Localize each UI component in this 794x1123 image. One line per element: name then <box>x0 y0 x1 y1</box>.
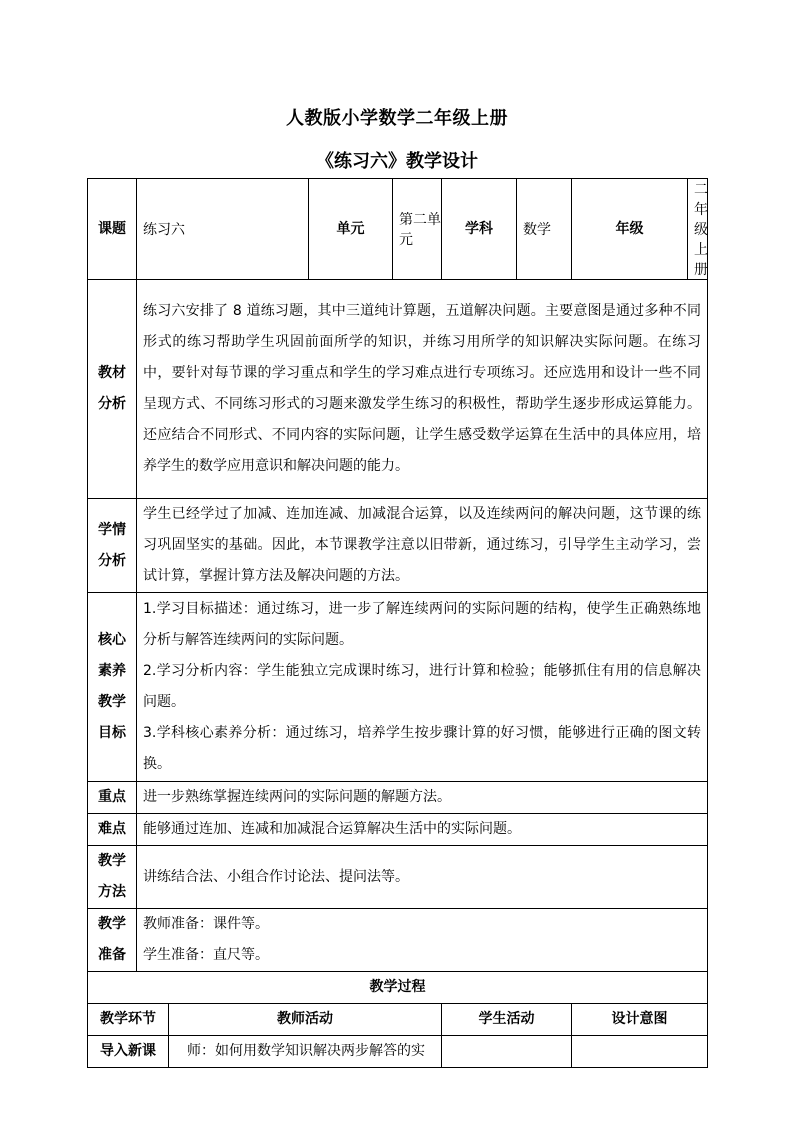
hexin-label-line1: 核心 <box>98 632 126 648</box>
process-row1-purpose <box>572 1036 708 1068</box>
header-row <box>88 179 708 280</box>
fangfa-row <box>88 846 708 909</box>
nandian-row <box>88 814 708 846</box>
hexin-row <box>88 593 708 782</box>
zhunbei-label <box>88 909 137 972</box>
danyuan-label: 单元 <box>309 179 393 280</box>
fangfa-label <box>88 846 137 909</box>
process-col-purpose: 设计意图 <box>572 1004 708 1036</box>
xueqing-label-line2: 分析 <box>98 552 126 569</box>
nianji-value: 二年级上册 <box>688 179 708 280</box>
hexin-label-line4: 目标 <box>98 725 126 741</box>
hexin-label-line3: 教学 <box>98 694 126 710</box>
process-row-1 <box>88 1036 708 1068</box>
hexin-label-line2: 素养 <box>98 663 126 679</box>
hexin-text <box>137 593 708 782</box>
xueqing-text: 学生已经学过了加减、连加连减、加减混合运算，以及连续两问的解决问题，这节课的练习巩固坚实的基础。因此，本节课教学注意以旧带新，通过练习，引导学生主动学习，尝试计算，掌握计算方法及解决问题的方法。 <box>137 499 708 593</box>
zhunbei-text <box>137 909 708 972</box>
jiaocai-text: 练习六安排了 8 道练习题，其中三道纯计算题，五道解决问题。主要意图是通过多种不同形式的练习帮助学生巩固前面所学的知识，并练习用所学的知识解决实际问题。在练习中，要针对每节课的学习重点和学生的学习难点进行专项练习。还应选用和设计一些不同呈现方式、不同练习形式的习题来激发学生练习的积极性，帮助学生逐步形成运算能力。还应结合不同形式、不同内容的实际问题，让学生感受数学运算在生活中的具体应用，培养学生的数学应用意识和解决问题的能力。 <box>137 280 708 499</box>
document-title: 人教版小学数学二年级上册 <box>286 108 508 129</box>
xueqing-label-line1: 学情 <box>98 521 126 538</box>
hexin-item-3: 3.学科核心素养分析：通过练习，培养学生按步骤计算的好习惯，能够进行正确的图文转换。 <box>143 725 702 772</box>
document-subtitle: 《练习六》教学设计 <box>316 151 478 172</box>
zhongdian-label: 重点 <box>88 782 137 814</box>
process-title: 教学过程 <box>88 972 708 1004</box>
process-col-stage: 教学环节 <box>88 1004 169 1036</box>
nandian-text: 能够通过连加、连减和加减混合运算解决生活中的实际问题。 <box>137 814 708 846</box>
process-row1-stage: 导入新课 <box>88 1036 169 1068</box>
keti-value: 练习六 <box>137 179 309 280</box>
process-header-row <box>88 1004 708 1036</box>
jiaocai-label <box>88 280 137 499</box>
xueke-label: 学科 <box>442 179 517 280</box>
nianji-label: 年级 <box>572 179 688 280</box>
jiaocai-row <box>88 280 708 499</box>
process-row1-teacher: 师：如何用数学知识解决两步解答的实 <box>169 1036 442 1068</box>
process-col-teacher: 教师活动 <box>169 1004 442 1036</box>
zhunbei-label-line1: 教学 <box>98 916 126 932</box>
zhunbei-student: 学生准备：直尺等。 <box>143 947 269 963</box>
xueqing-label <box>88 499 137 593</box>
nandian-label: 难点 <box>88 814 137 846</box>
jiaocai-label-line1: 教材 <box>98 365 126 381</box>
zhunbei-teacher: 教师准备：课件等。 <box>143 916 269 932</box>
xueqing-row <box>88 499 708 593</box>
fangfa-label-line1: 教学 <box>98 853 126 869</box>
process-row1-student <box>442 1036 572 1068</box>
process-title-row <box>88 972 708 1004</box>
hexin-label <box>88 593 137 782</box>
process-col-student: 学生活动 <box>442 1004 572 1036</box>
zhongdian-row <box>88 782 708 814</box>
keti-label: 课题 <box>88 179 137 280</box>
xueke-value: 数学 <box>517 179 572 280</box>
hexin-item-2: 2.学习分析内容：学生能独立完成课时练习，进行计算和检验；能够抓住有用的信息解决问题。 <box>143 663 702 710</box>
hexin-item-1: 1.学习目标描述：通过练习，进一步了解连续两问的实际问题的结构，使学生正确熟练地分析与解答连续两问的实际问题。 <box>143 601 702 648</box>
zhunbei-label-line2: 准备 <box>98 947 126 963</box>
danyuan-value: 第二单元 <box>393 179 442 280</box>
zhongdian-text: 进一步熟练掌握连续两问的实际问题的解题方法。 <box>137 782 708 814</box>
fangfa-text: 讲练结合法、小组合作讨论法、提问法等。 <box>137 846 708 909</box>
jiaocai-label-line2: 分析 <box>98 396 126 412</box>
lesson-plan-table <box>87 178 708 1068</box>
zhunbei-row <box>88 909 708 972</box>
fangfa-label-line2: 方法 <box>98 884 126 900</box>
